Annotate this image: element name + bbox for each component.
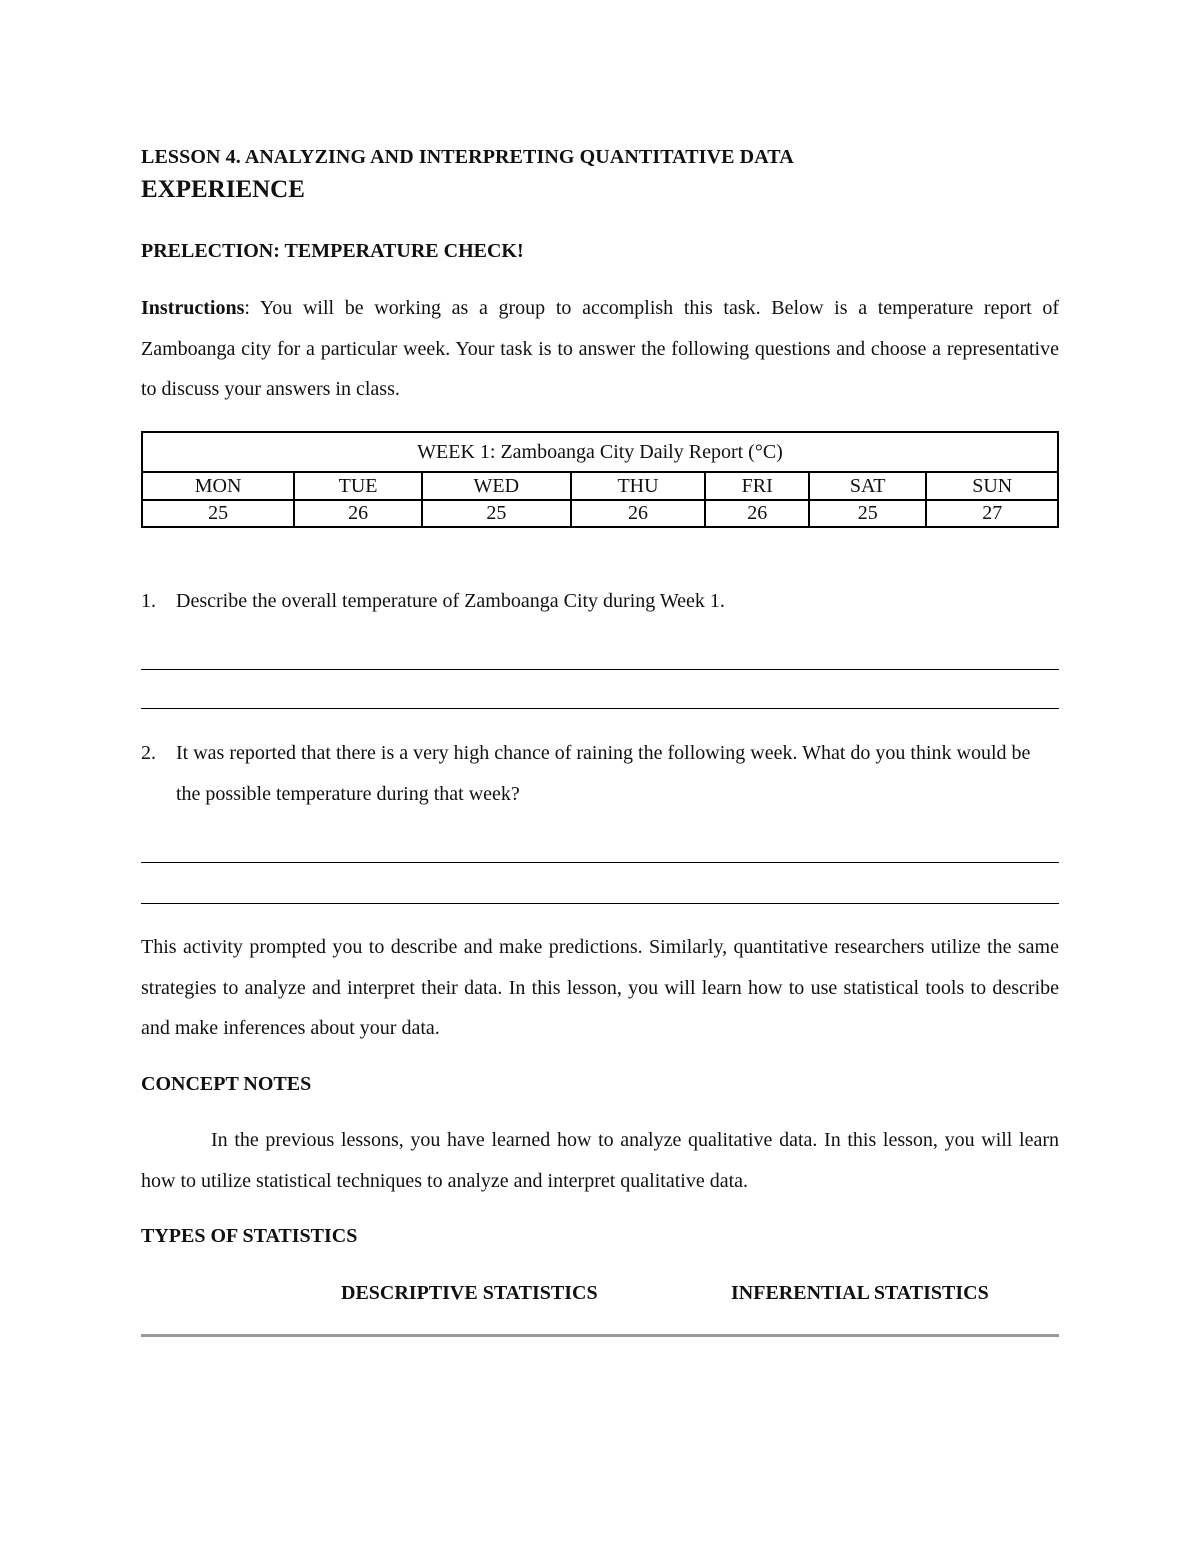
lesson-title: LESSON 4. ANALYZING AND INTERPRETING QUANTITATIVE DATA xyxy=(141,146,794,168)
temp-value-thu: 26 xyxy=(571,500,706,527)
day-header-sun: SUN xyxy=(926,472,1058,500)
temp-value-sat: 25 xyxy=(809,500,926,527)
answer-line-2b[interactable] xyxy=(141,903,1059,904)
summary-paragraph: This activity prompted you to describe and make predictions. Similarly, quantitative researchers utilize the same strategies to analyze and interpret their data. In this lesson, you will learn how to use statistical tools to describe and make inferences about your data. xyxy=(141,936,1059,1039)
answer-line-1a[interactable] xyxy=(141,669,1059,670)
answer-line-1b[interactable] xyxy=(141,708,1059,709)
table-caption: WEEK 1: Zamboanga City Daily Report (°C) xyxy=(142,432,1058,472)
types-of-statistics-heading: TYPES OF STATISTICS xyxy=(141,1225,358,1247)
instructions-label: Instructions xyxy=(141,297,245,319)
question-2-text: It was reported that there is a very high chance of raining the following week. What do you think would be the possible temperature during that week? xyxy=(176,742,1031,805)
horizontal-divider xyxy=(141,1334,1059,1337)
question-1 xyxy=(141,581,1059,622)
day-header-wed: WED xyxy=(422,472,571,500)
concept-notes-heading: CONCEPT NOTES xyxy=(141,1073,312,1095)
day-header-thu: THU xyxy=(571,472,706,500)
instructions-text: : You will be working as a group to accomplish this task. Below is a temperature report of Zamboanga city for a particular week. Your task is to answer the following questions and choose a representative to discuss your answers in class. xyxy=(141,297,1059,400)
day-header-tue: TUE xyxy=(294,472,422,500)
instructions-paragraph xyxy=(141,288,1059,410)
question-2 xyxy=(141,733,1059,815)
day-header-sat: SAT xyxy=(809,472,926,500)
inferential-statistics-label: INFERENTIAL STATISTICS xyxy=(731,1282,989,1304)
question-2-number: 2. xyxy=(141,742,156,764)
temp-value-wed: 25 xyxy=(422,500,571,527)
question-1-text: Describe the overall temperature of Zamboanga City during Week 1. xyxy=(176,590,725,612)
concept-notes-paragraph: In the previous lessons, you have learned how to analyze qualitative data. In this lesson, you will learn how to utilize statistical techniques to analyze and interpret qualitative data. xyxy=(141,1129,1059,1192)
answer-line-2a[interactable] xyxy=(141,862,1059,863)
question-1-number: 1. xyxy=(141,590,156,612)
day-header-mon: MON xyxy=(142,472,294,500)
section-heading-experience: EXPERIENCE xyxy=(141,176,305,203)
descriptive-statistics-label: DESCRIPTIVE STATISTICS xyxy=(341,1282,598,1304)
temp-value-sun: 27 xyxy=(926,500,1058,527)
table-row-days xyxy=(142,472,1058,500)
day-header-fri: FRI xyxy=(705,472,809,500)
temp-value-tue: 26 xyxy=(294,500,422,527)
prelection-heading: PRELECTION: TEMPERATURE CHECK! xyxy=(141,240,524,262)
temperature-table xyxy=(141,431,1059,528)
temp-value-fri: 26 xyxy=(705,500,809,527)
table-row-temperatures xyxy=(142,500,1058,527)
temp-value-mon: 25 xyxy=(142,500,294,527)
